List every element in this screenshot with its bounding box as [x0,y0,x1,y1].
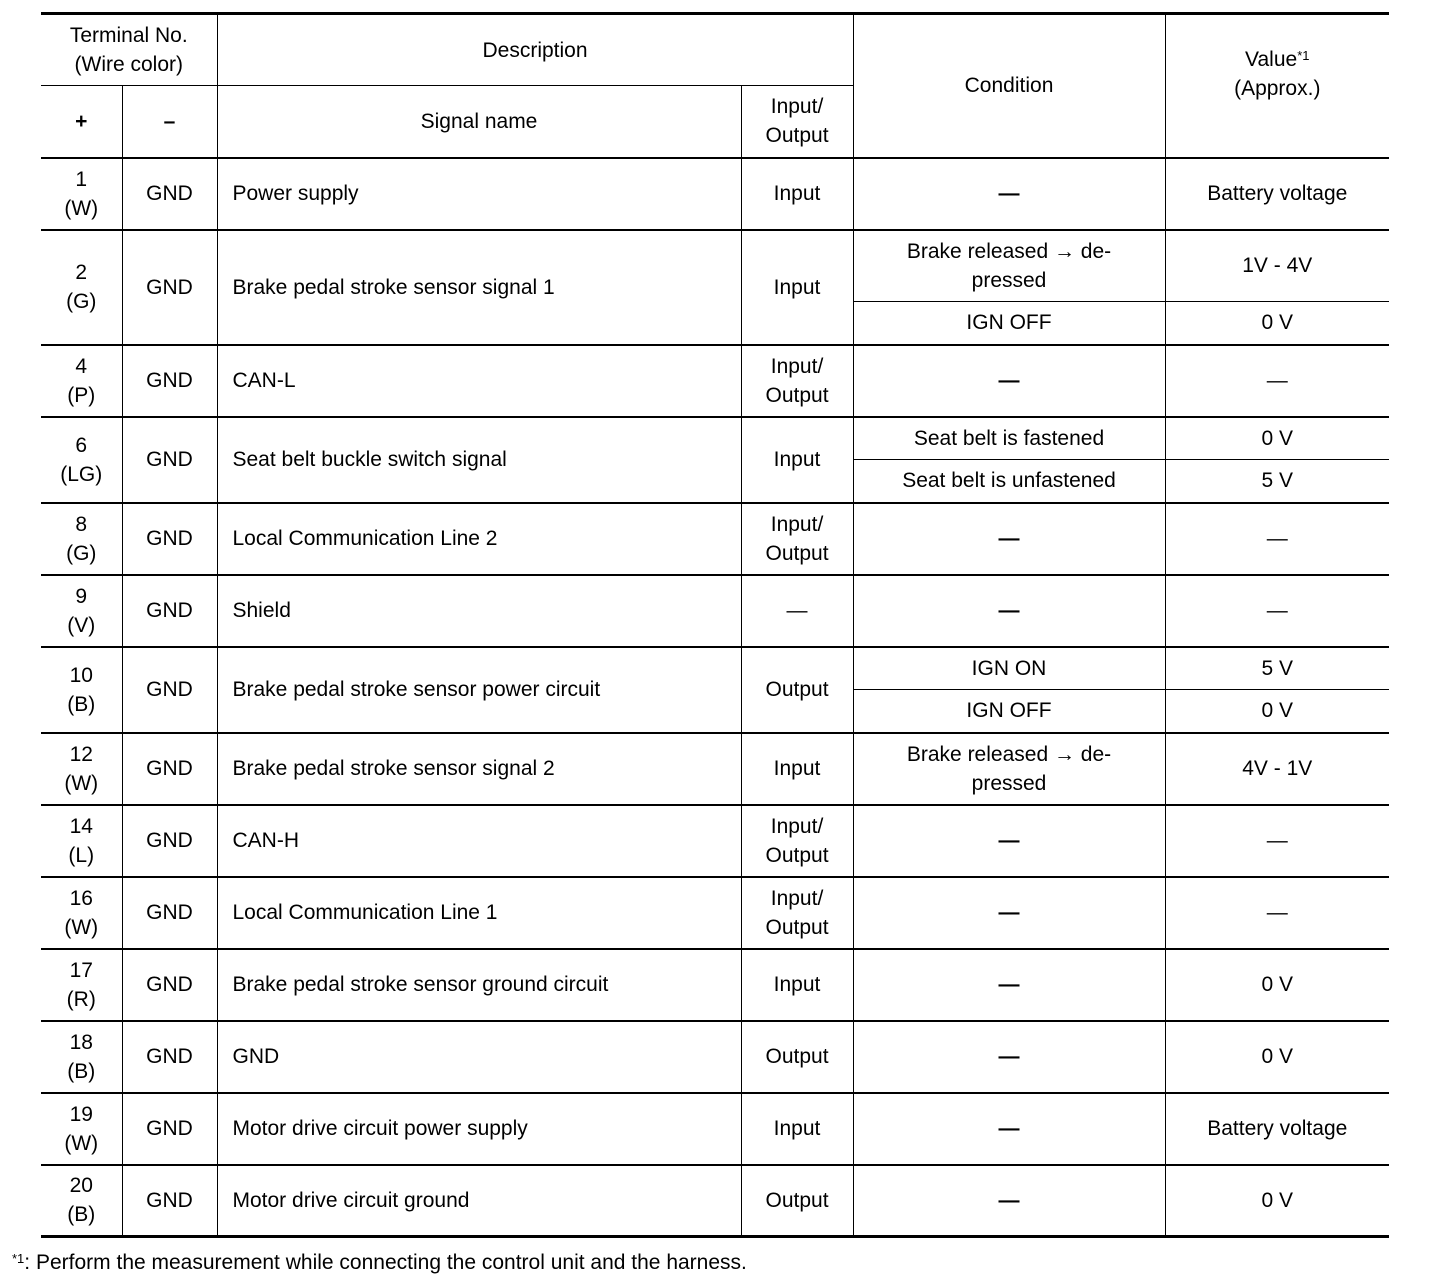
description-header: Description [217,14,853,86]
value-cell: 4V - 1V [1165,733,1389,805]
terminal-cell [41,733,122,805]
signal-name: Brake pedal stroke sensor ground circuit [217,949,741,1021]
io-cell [741,877,853,949]
minus-terminal: GND [122,805,217,877]
wire-color: (W) [64,196,99,220]
io-text: Output [765,843,829,867]
minus-terminal: GND [122,345,217,417]
minus-terminal: GND [122,417,217,503]
condition-line: pressed [971,268,1047,292]
io-cell [741,158,853,230]
condition-cell: Seat belt is unfastened [853,460,1165,503]
terminal-cell [41,805,122,877]
terminal-number: 1 [75,167,88,191]
wire-color: (B) [67,692,96,716]
value-cell: — [1165,575,1389,647]
terminal-cell [41,503,122,575]
terminal-number: 4 [75,354,88,378]
terminal-cell [41,417,122,503]
terminal-table [41,12,1389,1238]
terminal-cell [41,158,122,230]
io-text: Output [765,1188,829,1212]
footnote-mark: *1 [12,1251,25,1266]
terminal-number: 18 [69,1030,93,1054]
header-row-1 [41,14,1389,86]
table-row [41,575,1389,647]
io-cell [741,733,853,805]
value-cell: 5 V [1165,460,1389,503]
io-cell [741,1093,853,1165]
condition-cell: — [853,158,1165,230]
io-cell [741,1165,853,1237]
plus-header: + [41,86,122,158]
terminal-cell [41,949,122,1021]
value-cell: — [1165,877,1389,949]
value-cell: 5 V [1165,647,1389,690]
value-cell: 0 V [1165,417,1389,460]
value-footnote-mark: *1 [1297,47,1310,63]
value-cell: Battery voltage [1165,1093,1389,1165]
io-text: Input/ [770,512,824,536]
wire-color: (L) [68,843,95,867]
table-row [41,503,1389,575]
condition-cell: — [853,949,1165,1021]
io-text: — [786,599,808,622]
io-text: Input [773,182,821,205]
minus-terminal: GND [122,575,217,647]
wire-color: (W) [64,771,99,795]
footnote [12,1248,747,1278]
minus-terminal: GND [122,733,217,805]
signal-name: CAN-H [217,805,741,877]
table-row [41,1093,1389,1165]
io-cell [741,503,853,575]
terminal-number: 10 [69,663,93,687]
table-row [41,877,1389,949]
terminal-number: 20 [69,1174,93,1198]
signal-name: Motor drive circuit power supply [217,1093,741,1165]
io-label-line1: Input/ [770,95,824,119]
signal-name: Shield [217,575,741,647]
signal-name: Motor drive circuit ground [217,1165,741,1237]
value-cell: 0 V [1165,949,1389,1021]
io-text: Output [765,383,829,407]
minus-terminal: GND [122,503,217,575]
signal-name: Brake pedal stroke sensor signal 1 [217,230,741,345]
table-row [41,1021,1389,1093]
value-cell: 1V - 4V [1165,230,1389,302]
io-cell [741,949,853,1021]
minus-terminal: GND [122,230,217,345]
io-text: Output [765,915,829,939]
footnote-text: : Perform the measurement while connecting the control unit and the harness. [24,1251,747,1274]
io-cell [741,417,853,503]
approx-label: (Approx.) [1234,76,1321,100]
condition-cell: — [853,503,1165,575]
wire-color: (R) [66,987,96,1011]
terminal-cell [41,1093,122,1165]
terminal-number: 6 [75,433,88,457]
value-cell: — [1165,503,1389,575]
table-row [41,647,1389,690]
io-text: Input/ [770,886,824,910]
terminal-cell [41,1021,122,1093]
minus-terminal: GND [122,949,217,1021]
value-cell: 0 V [1165,690,1389,733]
io-cell [741,805,853,877]
minus-header: – [122,86,217,158]
io-text: Output [765,1045,829,1068]
terminal-number: 12 [69,742,93,766]
table-row [41,805,1389,877]
terminal-cell [41,575,122,647]
terminal-number: 9 [75,584,88,608]
terminal-number: 16 [69,886,93,910]
minus-terminal: GND [122,1165,217,1237]
terminal-cell [41,1165,122,1237]
signal-name: Seat belt buckle switch signal [217,417,741,503]
condition-cell: — [853,877,1165,949]
io-cell [741,345,853,417]
condition-cell: IGN OFF [853,690,1165,733]
minus-terminal: GND [122,877,217,949]
condition-line: Brake released → de- [906,742,1112,766]
wire-color: (W) [64,1131,99,1155]
io-cell [741,230,853,345]
value-cell: Battery voltage [1165,158,1389,230]
io-text: Input [773,448,821,471]
condition-cell: IGN OFF [853,302,1165,345]
table-row [41,417,1389,460]
condition-cell: — [853,1165,1165,1237]
terminal-number: 19 [69,1102,93,1126]
condition-line: Brake released → de- [906,239,1112,263]
io-text: Output [765,678,829,701]
io-text: Input/ [770,354,824,378]
wire-color: (P) [67,383,96,407]
io-text: Input [773,1117,821,1140]
condition-cell: — [853,1021,1165,1093]
io-header [741,86,853,158]
terminal-cell [41,230,122,345]
condition-cell [853,733,1165,805]
condition-cell: — [853,345,1165,417]
value-header [1165,14,1389,158]
minus-terminal: GND [122,158,217,230]
minus-terminal: GND [122,647,217,733]
signal-name: CAN-L [217,345,741,417]
terminal-number: 8 [75,512,88,536]
wire-color: (G) [66,290,97,313]
io-cell [741,575,853,647]
io-text: Input [773,757,821,780]
wire-color: (B) [67,1059,96,1083]
signal-name: Local Communication Line 2 [217,503,741,575]
signal-name-header: Signal name [217,86,741,158]
signal-name: Local Communication Line 1 [217,877,741,949]
io-label-line2: Output [765,124,829,148]
table-row [41,733,1389,805]
condition-cell: — [853,805,1165,877]
condition-cell [853,230,1165,302]
io-cell [741,1021,853,1093]
condition-cell: — [853,575,1165,647]
terminal-no-label: Terminal No. [69,24,188,47]
table-row [41,158,1389,230]
wire-color-label: (Wire color) [74,53,183,76]
minus-terminal: GND [122,1021,217,1093]
signal-name: GND [217,1021,741,1093]
value-cell: 0 V [1165,1165,1389,1237]
wire-color: (W) [64,915,99,939]
value-cell: 0 V [1165,1021,1389,1093]
signal-name: Brake pedal stroke sensor signal 2 [217,733,741,805]
terminal-number: 14 [69,814,93,838]
value-label: Value [1245,47,1298,71]
terminal-cell [41,647,122,733]
table-row [41,230,1389,302]
wire-color: (B) [67,1203,96,1227]
wire-color: (G) [66,541,97,565]
condition-cell: Seat belt is fastened [853,417,1165,460]
value-cell: — [1165,805,1389,877]
wire-color: (V) [67,613,96,637]
io-cell [741,647,853,733]
terminal-cell [41,877,122,949]
condition-cell: IGN ON [853,647,1165,690]
terminal-number: 2 [75,261,88,284]
wire-color: (LG) [60,462,103,486]
value-cell: — [1165,345,1389,417]
terminal-no-header [41,14,217,86]
io-text: Output [765,541,829,565]
io-text: Input [773,275,821,299]
terminal-number: 17 [69,958,93,982]
signal-name: Brake pedal stroke sensor power circuit [217,647,741,733]
table-row [41,1165,1389,1237]
condition-header: Condition [853,14,1165,158]
io-text: Input/ [770,814,824,838]
condition-cell: — [853,1093,1165,1165]
value-cell: 0 V [1165,302,1389,345]
terminal-cell [41,345,122,417]
minus-terminal: GND [122,1093,217,1165]
condition-line: pressed [971,771,1047,795]
io-text: Input [773,973,821,996]
signal-name: Power supply [217,158,741,230]
table-row [41,949,1389,1021]
table-row [41,345,1389,417]
